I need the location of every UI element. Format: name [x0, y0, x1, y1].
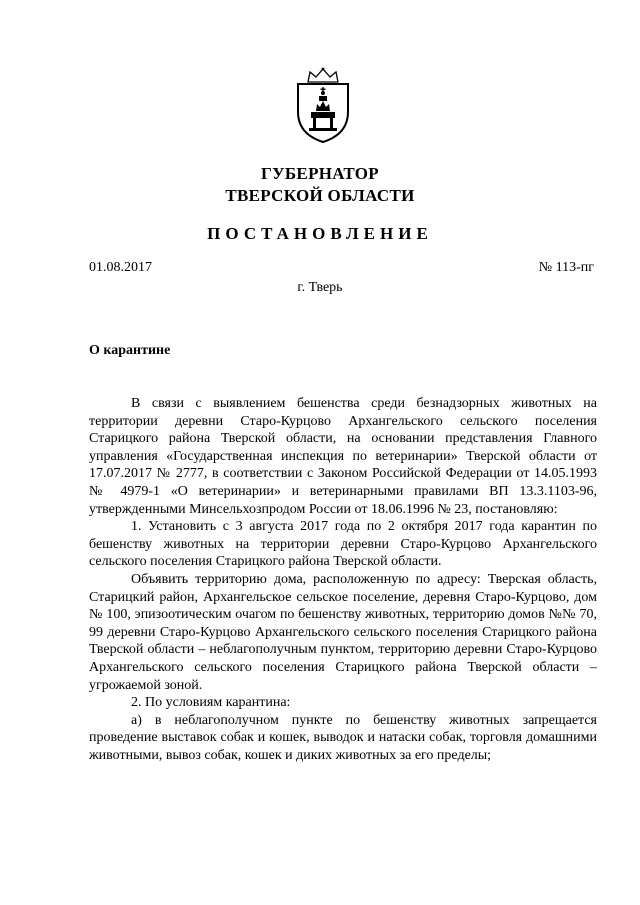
paragraph-declaration: Объявить территорию дома, расположенную по адресу: Тверская область, Старицкий район, Архангельское сельское поселение, деревня Старо-Курцово, дом № 100, эпизоотическим очагом по бешенству животных, территорию домов №№ 70, 99 деревни Старо-Курцово Архангельского сельского поселения Старицкого района Тверской области – неблагополучным пунктом, территорию деревни Старо-Курцово Архангельского сельского поселения Старицкого района Тверской области – угрожаемой зоной.	[89, 571, 597, 693]
coat-of-arms-icon	[292, 66, 354, 144]
issuer-title: ГУБЕРНАТОР	[261, 164, 379, 183]
paragraph-item-2: 2. По условиям карантина:	[131, 695, 291, 711]
document-number: № 113-пг	[538, 260, 594, 275]
paragraph-item-2a: а) в неблагополучном пункте по бешенству животных запрещается проведение выставок собак и кошек, выводок и натаски собак, торговля домашними животными, вывоз собак, кошек и диких животных за его пределы;	[89, 712, 597, 763]
document-subject: О карантине	[89, 343, 171, 358]
document-type: ПОСТАНОВЛЕНИЕ	[207, 224, 433, 243]
paragraph-preamble: В связи с выявлением бешенства среди безнадзорных животных на территории деревни Старо-Курцово Архангельского сельского поселения Старицкого района Тверской области, на основании представления Главного управления «Государственная инспекция по ветеринарии» Тверской области от 17.07.2017 № 2777, в соответствии с Законом Российской Федерации от 14.05.1993 № 4979-1 «О ветеринарии» и ветеринарными правилами ВП 13.3.1103-96, утвержденными Минсельхозпродом России от 18.06.1996 № 23, постановляю:	[89, 396, 597, 517]
issuer-region: ТВЕРСКОЙ ОБЛАСТИ	[225, 186, 415, 205]
document-body	[89, 395, 597, 764]
document-city: г. Тверь	[297, 280, 343, 295]
document-date: 01.08.2017	[89, 260, 152, 275]
paragraph-item-1: 1. Установить с 3 августа 2017 года по 2 октября 2017 года карантин по бешенству животных на территории деревни Старо-Курцово Архангельского сельского поселения Старицкого района Тверской области.	[89, 519, 597, 570]
